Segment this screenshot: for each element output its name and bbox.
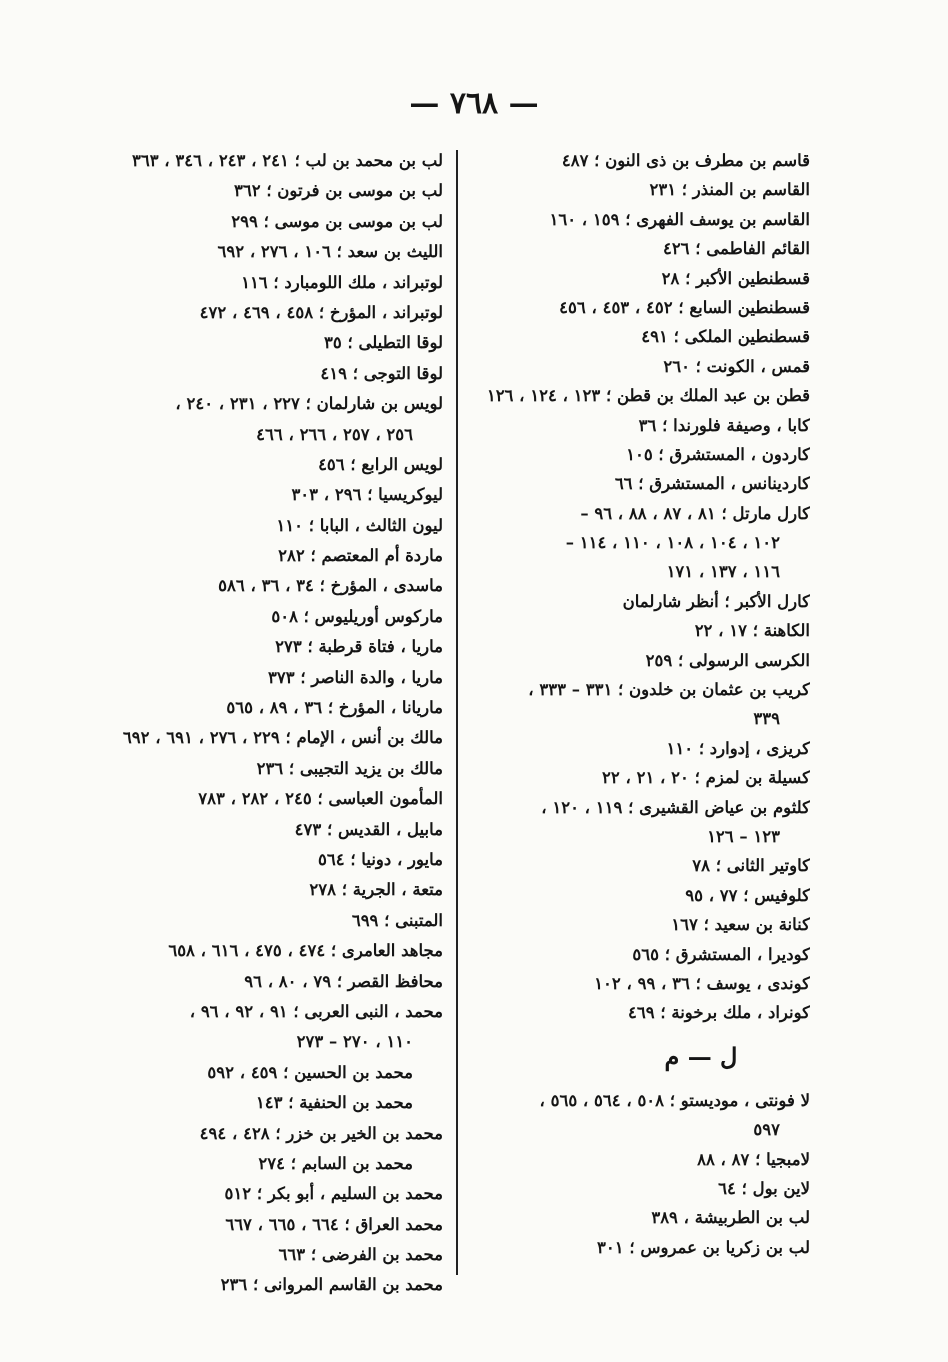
index-entry: كريب بن عثمان بن خلدون ؛ ٣٣١ – ٣٣٣ ، — [528, 680, 810, 700]
index-entry: كريزى ، إدوارد ؛ ١١٠ — [666, 738, 810, 758]
index-entry: ماريانا ، المؤرخ ؛ ٣٦ ، ٨٩ ، ٥٦٥ — [226, 698, 443, 718]
index-entry: لاين بول ؛ ٦٤ — [718, 1178, 810, 1198]
index-entry: كونراد ، ملك برخونة ؛ ٤٦٩ — [628, 1003, 810, 1023]
index-entry: ماردة أم المعتصم ؛ ٢٨٢ — [278, 546, 443, 566]
index-entry: محمد ، النبى العربى ؛ ٩١ ، ٩٢ ، ٩٦ ، — [189, 1001, 443, 1021]
index-entry: كوندى ، يوسف ؛ ٣٦ ، ٩٩ ، ١٠٢ — [594, 973, 810, 993]
index-entry: الليث بن سعد ؛ ١٠٦ ، ٢٧٦ ، ٦٩٢ — [217, 242, 443, 262]
index-entry: محمد بن الفرضى ؛ ٦٦٣ — [278, 1245, 443, 1265]
index-entry: لامبجيا ؛ ٨٧ ، ٨٨ — [697, 1149, 810, 1169]
index-entry: قسطنطين الأكبر ؛ ٢٨ — [661, 268, 810, 288]
index-entry: لويس بن شارلمان ؛ ٢٢٧ ، ٢٣١ ، ٢٤٠ ، — [175, 394, 443, 414]
index-entry: محمد بن الخير بن خزر ؛ ٤٢٨ ، ٤٩٤ — [199, 1123, 443, 1143]
index-entry: لوقا التطيلى ؛ ٣٥ — [324, 333, 443, 353]
index-entry: كلثوم بن عياض القشيرى ؛ ١١٩ ، ١٢٠ ، — [541, 797, 810, 817]
index-entry: متعة ، الجرية ؛ ٢٧٨ — [309, 880, 443, 900]
index-entry: القائم الفاطمى ؛ ٤٢٦ — [662, 239, 810, 259]
index-entry: كوديرا ، المستشرق ؛ ٥٦٥ — [632, 944, 810, 964]
index-entry: مابيل ، القديس ؛ ٤٧٣ — [294, 819, 443, 839]
index-entry: ماسدى ، المؤرخ ؛ ٣٤ ، ٣٦ ، ٥٨٦ — [218, 576, 443, 596]
index-entry: لويس الرابع ؛ ٤٥٦ — [318, 454, 443, 474]
index-entry-continuation: محمد بن الحنفية ؛ ١٤٣ — [255, 1093, 413, 1113]
index-entry: محمد بن القاسم المروانى ؛ ٢٣٦ — [220, 1275, 443, 1295]
index-entry: الكاهنة ؛ ١٧ ، ٢٢ — [694, 621, 810, 641]
index-entry-continuation: ٣٣٩ — [753, 709, 780, 729]
index-entry: مجاهد العامرى ؛ ٤٧٤ ، ٤٧٥ ، ٦١٦ ، ٦٥٨ — [168, 941, 443, 961]
index-entry-continuation: محمد بن السابم ؛ ٢٧٤ — [258, 1153, 413, 1173]
index-entry: كارل مارتل ؛ ٨١ ، ٨٧ ، ٨٨ ، ٩٦ – — [580, 503, 810, 523]
index-entry-continuation: ١١٠ ، ٢٧٠ – ٢٧٣ — [296, 1032, 413, 1052]
index-entry: ماركوس أوريليوس ؛ ٥٠٨ — [271, 606, 443, 626]
index-entry: محمد العراق ؛ ٦٦٤ ، ٦٦٥ ، ٦٦٧ — [225, 1214, 443, 1234]
index-entry: لب بن موسى بن فرتون ؛ ٣٦٢ — [233, 181, 443, 201]
index-entry: القاسم بن يوسف الفهرى ؛ ١٥٩ ، ١٦٠ — [549, 209, 810, 229]
index-entry: مالك بن أنس ، الإمام ؛ ٢٢٩ ، ٢٧٦ ، ٦٩١ ، ٦٩٢ — [122, 728, 443, 748]
index-entry: قسطنطين الملكى ؛ ٤٩١ — [641, 327, 810, 347]
index-entry: قاسم بن مطرف بن ذى النون ؛ ٤٨٧ — [561, 151, 810, 170]
index-entry: مالك بن يزيد التجيبى ؛ ٢٣٦ — [256, 758, 443, 778]
index-entry: المتبنى ؛ ٦٩٩ — [351, 910, 443, 930]
index-entry: قمس ، الكونت ؛ ٢٦٠ — [663, 356, 810, 376]
index-entry-continuation: ٥٩٧ — [753, 1120, 780, 1140]
index-entry: المأمون العباسى ؛ ٢٤٥ ، ٢٨٢ ، ٧٨٣ — [198, 789, 443, 809]
index-entry: كنانة بن سعيد ؛ ١٦٧ — [671, 915, 810, 935]
index-entry: ماريا ، والدة الناصر ؛ ٣٧٣ — [268, 667, 443, 687]
index-entry: لب بن محمد بن لب ؛ ٢٤١ ، ٢٤٣ ، ٣٤٦ ، ٣٦٣ — [131, 151, 443, 170]
index-entry: كسيلة بن لمزم ؛ ٢٠ ، ٢١ ، ٢٢ — [602, 768, 810, 788]
index-entry: كاردون ، المستشرق ؛ ١٠٥ — [626, 444, 810, 464]
index-column-right — [472, 146, 810, 1262]
index-entry: لوتبراند ، ملك اللومبارد ؛ ١١٦ — [241, 272, 443, 292]
index-entry-continuation: ١١٦ ، ١٣٧ ، ١٧١ — [666, 562, 780, 582]
index-entry: ماريا ، فتاة قرطبة ؛ ٢٧٣ — [275, 637, 443, 657]
index-entry: لب بن موسى بن موسى ؛ ٢٩٩ — [231, 211, 443, 231]
index-entry: كاردينانس ، المستشرق ؛ ٦٦ — [614, 474, 810, 494]
index-entry: لوتبراند ، المؤرخ ؛ ٤٥٨ ، ٤٦٩ ، ٤٧٢ — [199, 302, 443, 322]
index-entry: كاوتير الثانى ؛ ٧٨ — [692, 856, 810, 876]
index-entry-continuation: محمد بن الحسين ؛ ٤٥٩ ، ٥٩٢ — [207, 1062, 413, 1082]
index-entry: الكرسى الرسولى ؛ ٢٥٩ — [645, 650, 810, 670]
index-entry-continuation: ١٠٢ ، ١٠٤ ، ١٠٨ ، ١١٠ ، ١١٤ – — [565, 533, 780, 553]
index-entry: كارل الأكبر ؛ أنظر شارلمان — [622, 591, 810, 611]
index-entry: لب بن الطربيشة ، ٣٨٩ — [651, 1208, 810, 1228]
index-entry: كابا ، وصيفة فلورندا ؛ ٣٦ — [638, 415, 810, 435]
index-entry-continuation: ٢٥٦ ، ٢٥٧ ، ٢٦٦ ، ٤٦٦ — [256, 424, 413, 444]
index-column-left — [100, 146, 443, 1301]
column-divider — [456, 150, 458, 1275]
index-entry: ليون الثالث ، البابا ؛ ١١٠ — [276, 515, 443, 535]
index-entry: محمد بن السليم ، أبو بكر ؛ ٥١٢ — [224, 1184, 443, 1204]
index-entry: مايور ، دونيا ؛ ٥٦٤ — [317, 849, 443, 869]
index-entry: لب بن زكريا بن عمروس ؛ ٣٠١ — [597, 1237, 810, 1257]
index-entry: قسطنطين السابع ؛ ٤٥٢ ، ٤٥٣ ، ٤٥٦ — [559, 297, 810, 317]
index-entry: لا فونتى ، موديستو ؛ ٥٠٨ ، ٥٦٤ ، ٥٦٥ ، — [539, 1090, 810, 1110]
index-entry-continuation: ١٢٣ – ١٢٦ — [707, 826, 780, 846]
page-number: — ٧٦٨ — — [409, 86, 539, 121]
index-entry: محافظ القصر ؛ ٧٩ ، ٨٠ ، ٩٦ — [244, 971, 443, 991]
index-entry: قطن بن عبد الملك بن قطن ؛ ١٢٣ ، ١٢٤ ، ١٢٦ — [486, 386, 810, 406]
section-header: ل — م — [664, 1041, 738, 1071]
index-entry: ليوكريسيا ؛ ٢٩٦ ، ٣٠٣ — [291, 485, 443, 505]
index-entry: لوقا التوجى ؛ ٤١٩ — [320, 363, 443, 383]
index-entry: كلوفيس ؛ ٧٧ ، ٩٥ — [685, 885, 810, 905]
index-entry: القاسم بن المنذر ؛ ٢٣١ — [649, 180, 810, 200]
